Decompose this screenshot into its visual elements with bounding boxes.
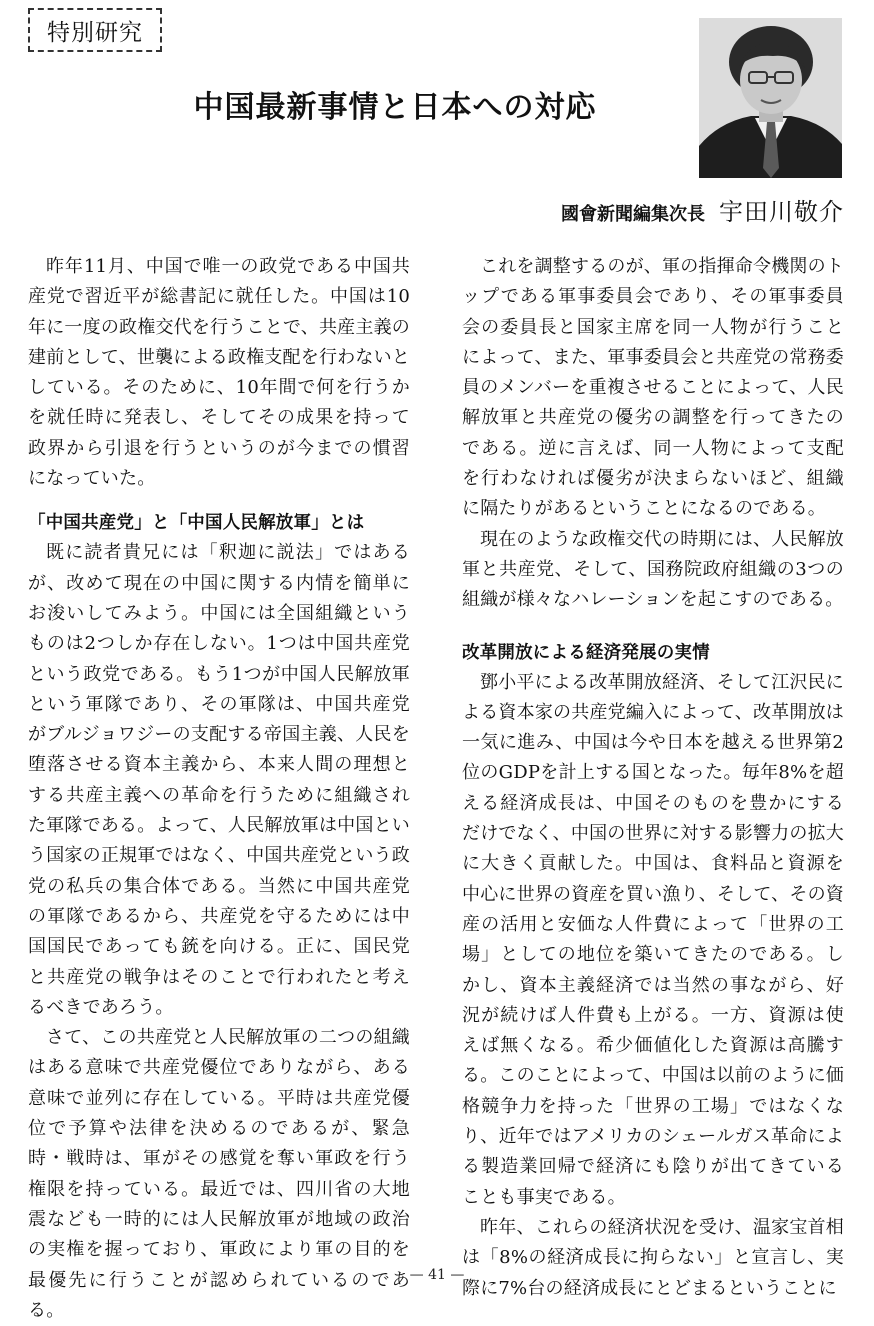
section-heading: 「中国共産党」と「中国人民解放軍」とは [28,513,365,534]
left-column [28,252,410,1326]
paragraph: 現在のような政権交代の時期には、人民解放軍と共産党、そして、国務院政府組織の3つの組織が様々なハレーションを起こすのである。 [462,528,844,611]
paragraph: さて、この共産党と人民解放軍の二つの組織はある意味で共産党優位でありながら、ある意味で並列に存在している。平時は共産党優位で予算や法律を決めるのであるが、緊急時・戦時は、軍がその感覚を奪い軍政を行う権限を持っている。最近では、四川省の大地震なども一時的には人民解放軍が地域の政治の実権を握っており、軍政により軍の目的を最優先に行うことが認められているのである。 [28,1027,410,1321]
paragraph: 昨年、これらの経済状況を受け、温家宝首相は「8%の経済成長に拘らない」と宣言し、実際に7%台の経済成長にとどまるということに [462,1216,844,1299]
paragraph: これを調整するのが、軍の指揮命令機関のトップである軍事委員会であり、その軍事委員会の委員長と国家主席を同一人物が行うことによって、また、軍事委員会と共産党の常務委員のメンバーを重複させることによって、人民解放軍と共産党の優劣の調整を行ってきたのである。逆に言えば、同一人物によって支配を行わなければ優劣が決まらないほど、組織に隔たりがあるということになるのである。 [462,256,844,520]
article-title: 中国最新事情と日本への対応 [193,90,597,125]
paragraph: 鄧小平による改革開放経済、そして江沢民による資本家の共産党編入によって、改革開放は一気に進み、中国は今や日本を越える世界第2位のGDPを計上する国となった。毎年8%を超える経済成長は、中国そのものを豊かにするだけでなく、中国の世界に対する影響力の拡大に大きく貢献した。中国は、食料品と資源を中心に世界の資産を買い漁り、そして、その資産の活用と安価な人件費によって「世界の工場」としての地位を築いてきたのである。しかし、資本主義経済では当然の事ながら、好況が続けば人件費も上がる。一方、資源は使えば無くなる。希少価値化した資源は高騰する。このことによって、中国は以前のように価格競争力を持った「世界の工場」ではなくなり、近年ではアメリカのシェールガス革命による製造業回帰で経済にも陰りが出てきていることも事実である。 [462,671,844,1208]
right-column [462,252,844,1304]
byline [561,192,844,227]
paragraph: 昨年11月、中国で唯一の政党である中国共産党で習近平が総書記に就任した。中国は10年に一度の政権交代を行うことで、共産主義の建前として、世襲による政権支配を行わないとしている。そのために、10年間で何を行うかを就任時に発表し、そしてその成果を持って政界から引退を行うというのが今までの慣習になっていた。 [28,256,410,490]
author-photo [699,18,842,178]
section-tag [28,8,162,52]
section-tag-label: 特別研究 [47,19,143,46]
author-portrait-image [699,18,842,178]
page-number: — 41 — [409,1267,465,1283]
author-affiliation: 國會新聞編集次長 [561,204,705,225]
author-name: 宇田川敬介 [719,198,844,226]
paragraph: 既に読者貴兄には「釈迦に説法」ではあるが、改めて現在の中国に関する内情を簡単にお浚いしてみよう。中国には全国組織というものは2つしか存在しない。1つは中国共産党という政党である。もう1つが中国人民解放軍という軍隊であり、その軍隊は、中国共産党がブルジョワジーの支配する帝国主義、人民を堕落させる資本主義から、本来人間の理想とする共産主義への革命を行うために組織された軍隊である。よって、人民解放軍は中国という国家の正規軍ではなく、中国共産党という政党の私兵の集合体である。当然に中国共産党の軍隊であるから、共産党を守るためには中国国民であっても銃を向ける。正に、国民党と共産党の戦争はそのことで行われたと考えるべきであろう。 [28,542,410,1018]
section-heading: 改革開放による経済発展の実情 [462,642,710,663]
